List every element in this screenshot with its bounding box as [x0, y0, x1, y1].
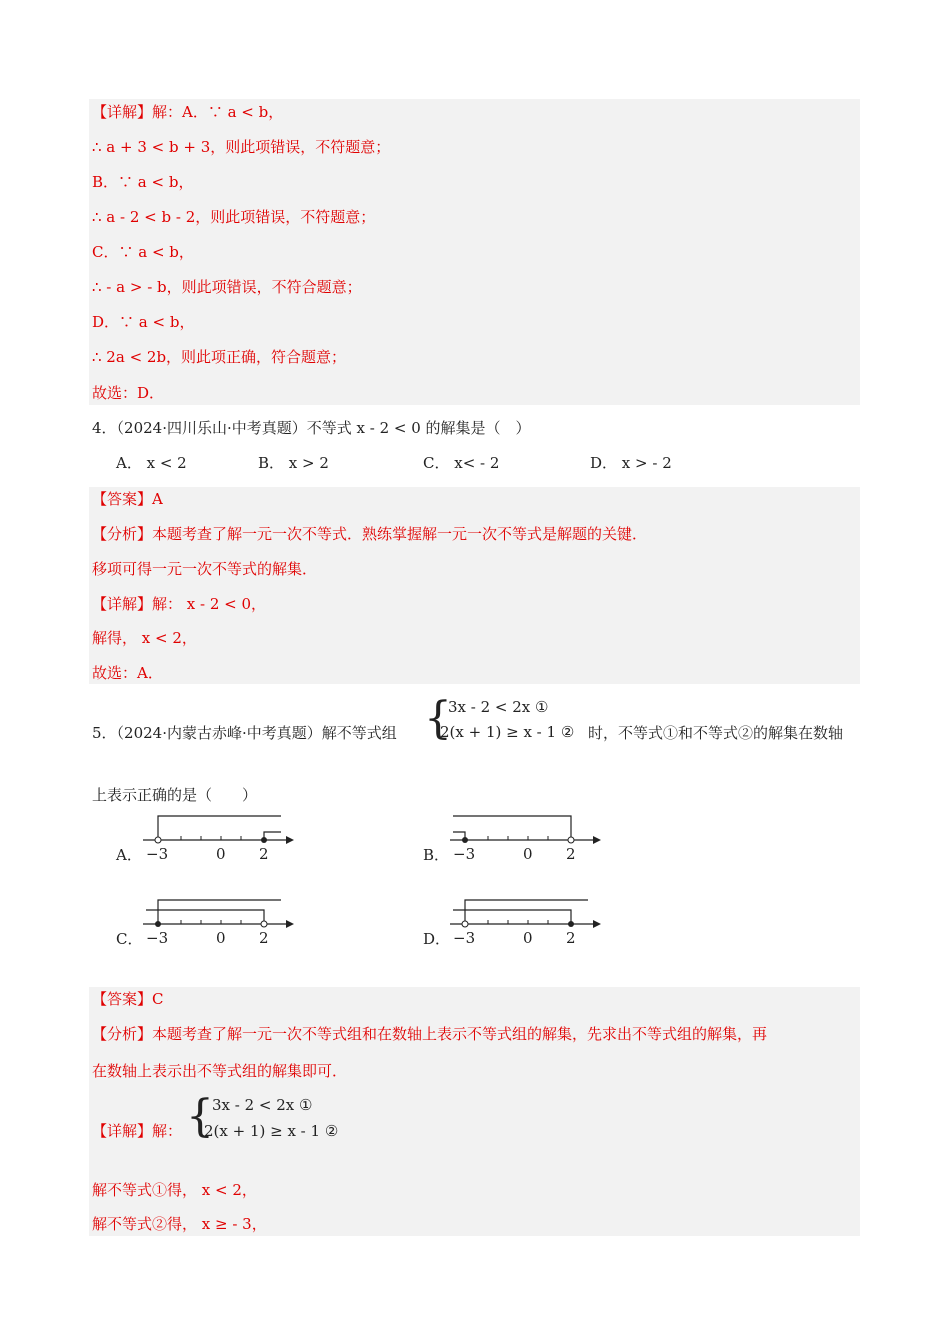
q4-option-b: B． x > 2	[258, 454, 329, 472]
q4-stem: 4．（2024·四川乐山·中考真题）不等式 x - 2 < 0 的解集是（ ）	[92, 419, 531, 437]
q5-option-a-label: A．	[116, 846, 142, 864]
tick-label-2: 2	[566, 929, 576, 947]
axis-arrow-icon	[286, 836, 294, 844]
q4-detail-1: 【详解】解： x - 2 < 0，	[92, 595, 267, 613]
tick-label-0: 0	[523, 929, 533, 947]
q5-option-b-numberline	[447, 808, 607, 864]
q5-detail-brace: {	[186, 1091, 214, 1142]
open-dot	[261, 921, 267, 927]
q5-detail-label: 【详解】解：	[92, 1122, 183, 1140]
tick-label-2: 2	[259, 929, 269, 947]
q3-line-2: ∴ a + 3 < b + 3，则此项错误，不符题意；	[92, 138, 391, 156]
tick-label-neg3: −3	[146, 929, 169, 947]
q5-option-a-numberline	[140, 808, 300, 864]
q3-line-7: D．∵ a < b，	[92, 313, 195, 331]
q5-option-d-label: D．	[423, 930, 451, 948]
tick-label-neg3: −3	[453, 929, 476, 947]
axis-arrow-icon	[286, 920, 294, 928]
q5-option-d-numberline	[447, 892, 607, 948]
open-dot	[568, 837, 574, 843]
q5-option-b-label: B．	[423, 846, 450, 864]
q3-line-8: ∴ 2a < 2b，则此项正确，符合题意；	[92, 348, 347, 366]
q3-line-6: ∴ - a > - b，则此项错误，不符合题意；	[92, 278, 362, 296]
tick-label-2: 2	[259, 845, 269, 863]
axis-arrow-icon	[593, 836, 601, 844]
q4-option-d: D． x > - 2	[590, 454, 672, 472]
filled-dot	[261, 837, 267, 843]
q4-analysis-1: 【分析】本题考查了解一元一次不等式．熟练掌握解一元一次不等式是解题的关键．	[92, 525, 648, 543]
q5-stem-2: 上表示正确的是（ ）	[92, 786, 258, 804]
filled-dot	[568, 921, 574, 927]
q5-system-line-2: 2(x + 1) ≥ x - 1 ②	[440, 723, 575, 741]
solution-bracket-1	[158, 816, 281, 840]
solution-bracket-1	[465, 900, 588, 924]
solution-block-q4	[89, 487, 860, 684]
q3-line-4: ∴ a - 2 < b - 2，则此项错误，不符题意；	[92, 208, 376, 226]
tick-label-0: 0	[216, 929, 226, 947]
q3-line-9: 故选：D．	[92, 384, 165, 402]
tick-label-neg3: −3	[453, 845, 476, 863]
q5-detail-system-1: 3x - 2 < 2x ①	[212, 1096, 313, 1114]
axis-arrow-icon	[593, 920, 601, 928]
q5-option-c-numberline	[140, 892, 300, 948]
q4-choose: 故选：A．	[92, 664, 163, 682]
solution-bracket-2	[453, 910, 571, 924]
filled-dot	[462, 837, 468, 843]
q3-line-3: B．∵ a < b，	[92, 173, 194, 191]
open-dot	[462, 921, 468, 927]
tick-label-0: 0	[523, 845, 533, 863]
solution-bracket-1	[453, 816, 571, 840]
filled-dot	[155, 921, 161, 927]
q5-solution-2: 解不等式②得， x ≥ - 3，	[92, 1215, 267, 1233]
q4-option-c: C． x< - 2	[423, 454, 500, 472]
tick-label-0: 0	[216, 845, 226, 863]
q5-stem-prefix: 5．（2024·内蒙古赤峰·中考真题）解不等式组	[92, 724, 397, 742]
q5-detail-system-2: 2(x + 1) ≥ x - 1 ②	[204, 1122, 339, 1140]
solution-bracket-2	[146, 910, 264, 924]
q4-detail-2: 解得， x < 2，	[92, 629, 197, 647]
q5-system-brace: {	[424, 693, 452, 744]
solution-bracket-1	[158, 900, 281, 924]
q3-line-1: 【详解】解：A．∵ a < b，	[92, 103, 284, 121]
q4-option-a: A． x < 2	[116, 454, 187, 472]
tick-label-2: 2	[566, 845, 576, 863]
q5-answer: 【答案】C	[92, 990, 164, 1008]
tick-label-neg3: −3	[146, 845, 169, 863]
q3-line-5: C．∵ a < b，	[92, 243, 194, 261]
q5-analysis-1: 【分析】本题考查了解一元一次不等式组和在数轴上表示不等式组的解集，先求出不等式组的解集，再	[92, 1025, 768, 1043]
q4-analysis-2: 移项可得一元一次不等式的解集．	[92, 560, 318, 578]
q5-solution-1: 解不等式①得， x < 2，	[92, 1181, 257, 1199]
open-dot	[155, 837, 161, 843]
q4-answer: 【答案】A	[92, 490, 163, 508]
q5-system-line-1: 3x - 2 < 2x ①	[448, 698, 549, 716]
q5-stem-suffix: 时，不等式①和不等式②的解集在数轴	[588, 724, 844, 742]
q5-analysis-2: 在数轴上表示出不等式组的解集即可．	[92, 1062, 348, 1080]
q5-option-c-label: C．	[116, 930, 143, 948]
